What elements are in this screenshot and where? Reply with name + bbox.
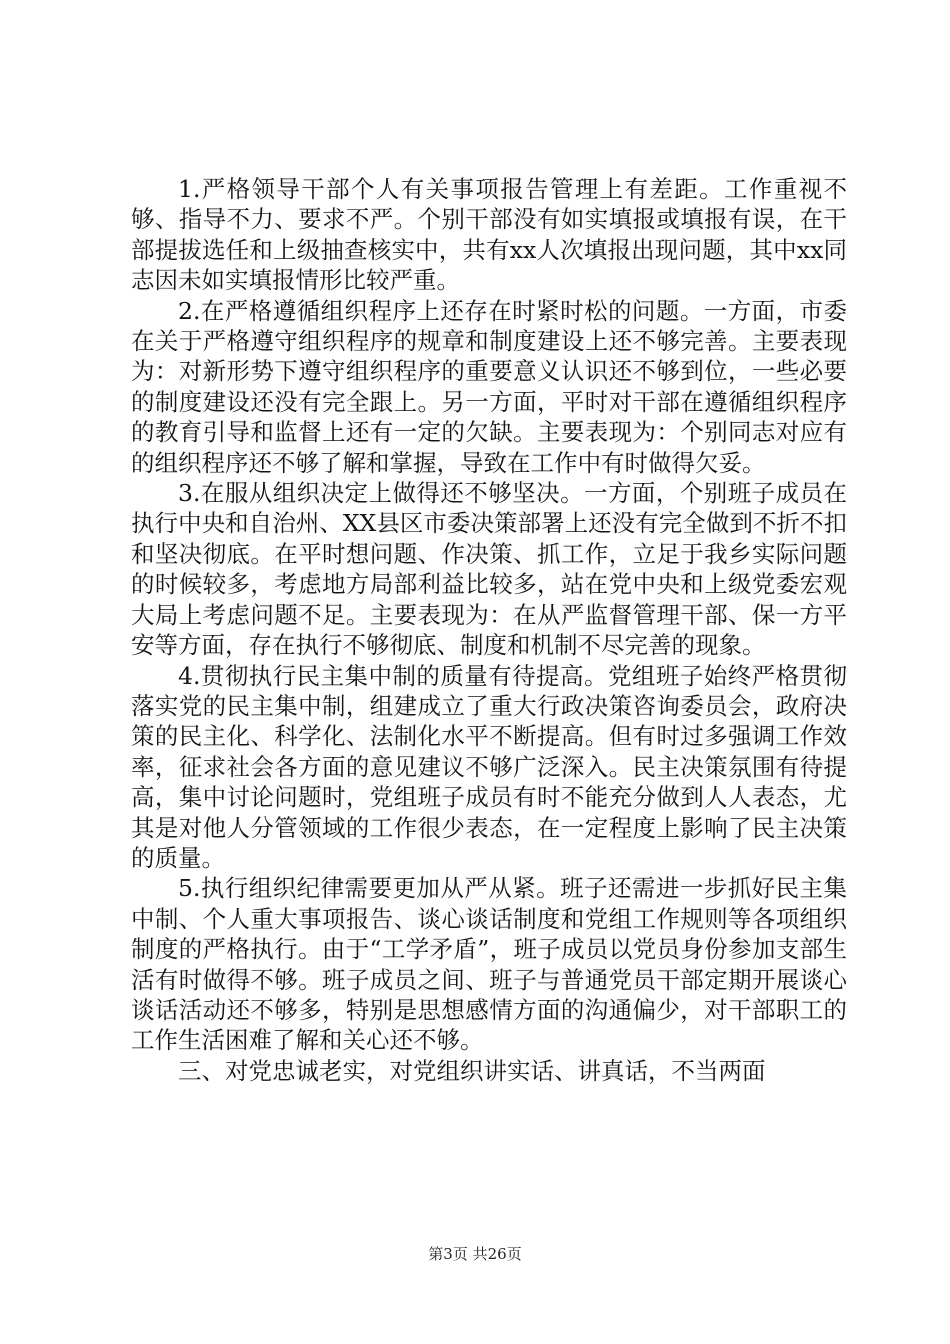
document-body xyxy=(131,174,847,1086)
paragraph-4: 4.贯彻执行民主集中制的质量有待提高。党组班子始终严格贯彻落实党的民主集中制，组建成立了重大行政决策咨询委员会，政府决策的民主化、科学化、法制化水平不断提高。但有时过多强调工作效率，征求社会各方面的意见建议不够广泛深入。民主决策氛围有待提高，集中讨论问题时，党组班子成员有时不能充分做到人人表态，尤其是对他人分管领域的工作很少表态，在一定程度上影响了民主决策的质量。 xyxy=(131,661,847,872)
paragraph-5: 5.执行组织纪律需要更加从严从紧。班子还需进一步抓好民主集中制、个人重大事项报告、谈心谈话制度和党组工作规则等各项组织制度的严格执行。由于“工学矛盾”，班子成员以党员身份参加支部生活有时做得不够。班子成员之间、班子与普通党员干部定期开展谈心谈话活动还不够多，特别是思想感情方面的沟通偏少，对干部职工的工作生活困难了解和关心还不够。 xyxy=(131,874,847,1055)
paragraph-3: 3.在服从组织决定上做得还不够坚决。一方面，个别班子成员在执行中央和自治州、XX县区市委决策部署上还没有完全做到不折不扣和坚决彻底。在平时想问题、作决策、抓工作，立足于我乡实际问题的时候较多，考虑地方局部利益比较多，站在党中央和上级党委宏观大局上考虑问题不足。主要表现为：在从严监督管理干部、保一方平安等方面，存在执行不够彻底、制度和机制不尽完善的现象。 xyxy=(131,479,847,660)
section-heading-3: 三、对党忠诚老实，对党组织讲实话、讲真话，不当两面 xyxy=(178,1056,766,1085)
paragraph-2: 2.在严格遵循组织程序上还存在时紧时松的问题。一方面，市委在关于严格遵守组织程序的规章和制度建设上还不够完善。主要表现为：对新形势下遵守组织程序的重要意义认识还不够到位，一些必要的制度建设还没有完全跟上。另一方面，平时对干部在遵循组织程序的教育引导和监督上还有一定的欠缺。主要表现为：个别同志对应有的组织程序还不够了解和掌握，导致在工作中有时做得欠妥。 xyxy=(131,296,847,477)
paragraph-1: 1.严格领导干部个人有关事项报告管理上有差距。工作重视不够、指导不力、要求不严。个别干部没有如实填报或填报有误，在干部提拔选任和上级抽查核实中，共有xx人次填报出现问题，其中xx同志因未如实填报情形比较严重。 xyxy=(131,175,847,295)
page-footer: 第3页 共26页 xyxy=(428,1245,522,1263)
